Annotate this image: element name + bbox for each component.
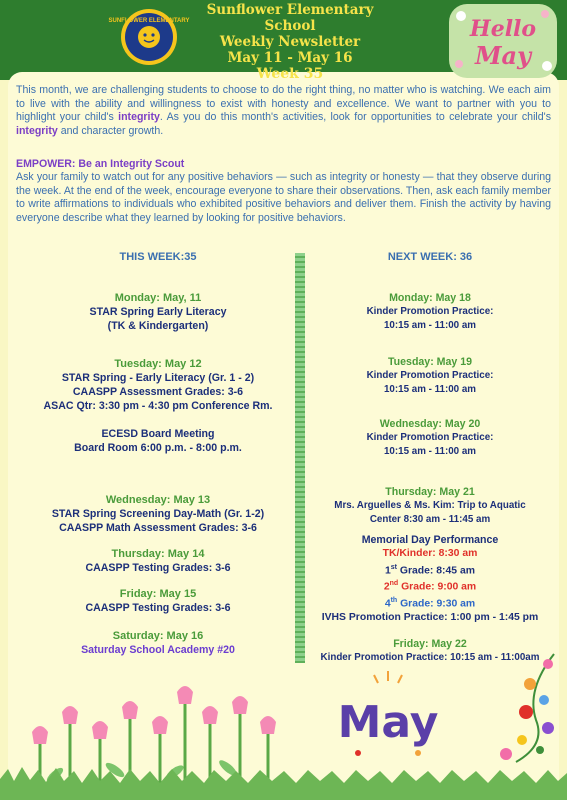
column-divider	[295, 253, 305, 663]
thursday-block: Thursday: May 14 CAASPP Testing Grades: 3-6	[85, 548, 231, 574]
saturday-block: Saturday: May 16 Saturday School Academy #20	[81, 630, 235, 656]
next-monday-block: Monday: May 18 Kinder Promotion Practice: 10:15 am - 11:00 am	[366, 292, 494, 331]
may-text: May	[474, 41, 532, 70]
floral-corner-art	[456, 650, 560, 765]
sunflower-logo	[108, 8, 190, 66]
next-thursday-block: Thursday: May 21 Mrs. Arguelles & Ms. Kim: Trip to Aquatic Center 8:30 am - 11:45 am	[334, 486, 526, 525]
integrity-highlight: integrity	[118, 111, 160, 124]
monday-block: Monday: May, 11 STAR Spring Early Literacy (TK & Kindergarten)	[89, 292, 227, 332]
grass-strip	[0, 765, 567, 800]
next-tuesday-block: Tuesday: May 19 Kinder Promotion Practice: 10:15 am - 11:00 am	[366, 356, 494, 395]
hello-may-badge	[447, 2, 559, 80]
this-week-heading: THIS WEEK:35	[119, 251, 197, 263]
next-week-heading: NEXT WEEK: 36	[387, 251, 473, 263]
school-name: Sunflower Elementary School	[206, 2, 374, 34]
tuesday-block: Tuesday: May 12 STAR Spring - Early Literacy (Gr. 1 - 2) CAASPP Assessment Grades: 3-6 ASAC Qtr: 3:30 pm - 4:30 pm Conference Rm.	[43, 358, 273, 412]
empower-title: EMPOWER: Be an Integrity Scout	[16, 158, 185, 170]
date-range: May 11 - May 16	[227, 50, 353, 66]
next-friday-block: Friday: May 22 Kinder Promotion Practice: 10:15 am - 11:00am	[320, 638, 540, 663]
week-number: Week 35	[256, 66, 324, 82]
intro-paragraph: This month, we are challenging students to choose to do the right thing, no matter who is watching. We each aim to live with the ability and willingness to exist with honesty and excellence. We want to partner with you to highlight your child's integrity. As you do this month's activities, look for opportunities to celebrate your child's integrity and character growth.	[16, 84, 551, 137]
logo-text: SUNFLOWER ELEMENTARY	[108, 18, 190, 24]
newsletter-header	[180, 2, 400, 82]
empower-body: Ask your family to watch out for any positive behaviors — such as integrity or honesty — that they observe during the week. At the end of the week, encourage everyone to share their observations. Then, ask each family member to write affirmations to individuals who exhibited positive behaviors and deliver them. Finish the activity by having everyone describe what they learned by looking for positive behaviors.	[16, 171, 551, 224]
integrity-highlight: integrity	[16, 124, 58, 137]
friday-block: Friday: May 15 CAASPP Testing Grades: 3-6	[85, 588, 231, 614]
newsletter-title: Weekly Newsletter	[219, 34, 361, 50]
board-meeting-block: ECESD Board Meeting Board Room 6:00 p.m. - 8:00 p.m.	[74, 428, 242, 454]
next-wednesday-block: Wednesday: May 20 Kinder Promotion Practice: 10:15 am - 11:00 am	[366, 418, 494, 457]
may-lettering: May	[337, 697, 439, 748]
wednesday-block: Wednesday: May 13 STAR Spring Screening Day-Math (Gr. 1-2) CAASPP Math Assessment Grades: 3-6	[51, 494, 265, 534]
hello-text: Hello	[469, 16, 537, 42]
may-lettering-art	[338, 665, 438, 765]
memorial-day-block: Memorial Day Performance TK/Kinder: 8:30 am 1st Grade: 8:45 am 2nd Grade: 9:00 am 4th Grade: 9:30 am IVHS Promotion Practice: 1:00 pm - 1:45 pm	[321, 534, 539, 624]
